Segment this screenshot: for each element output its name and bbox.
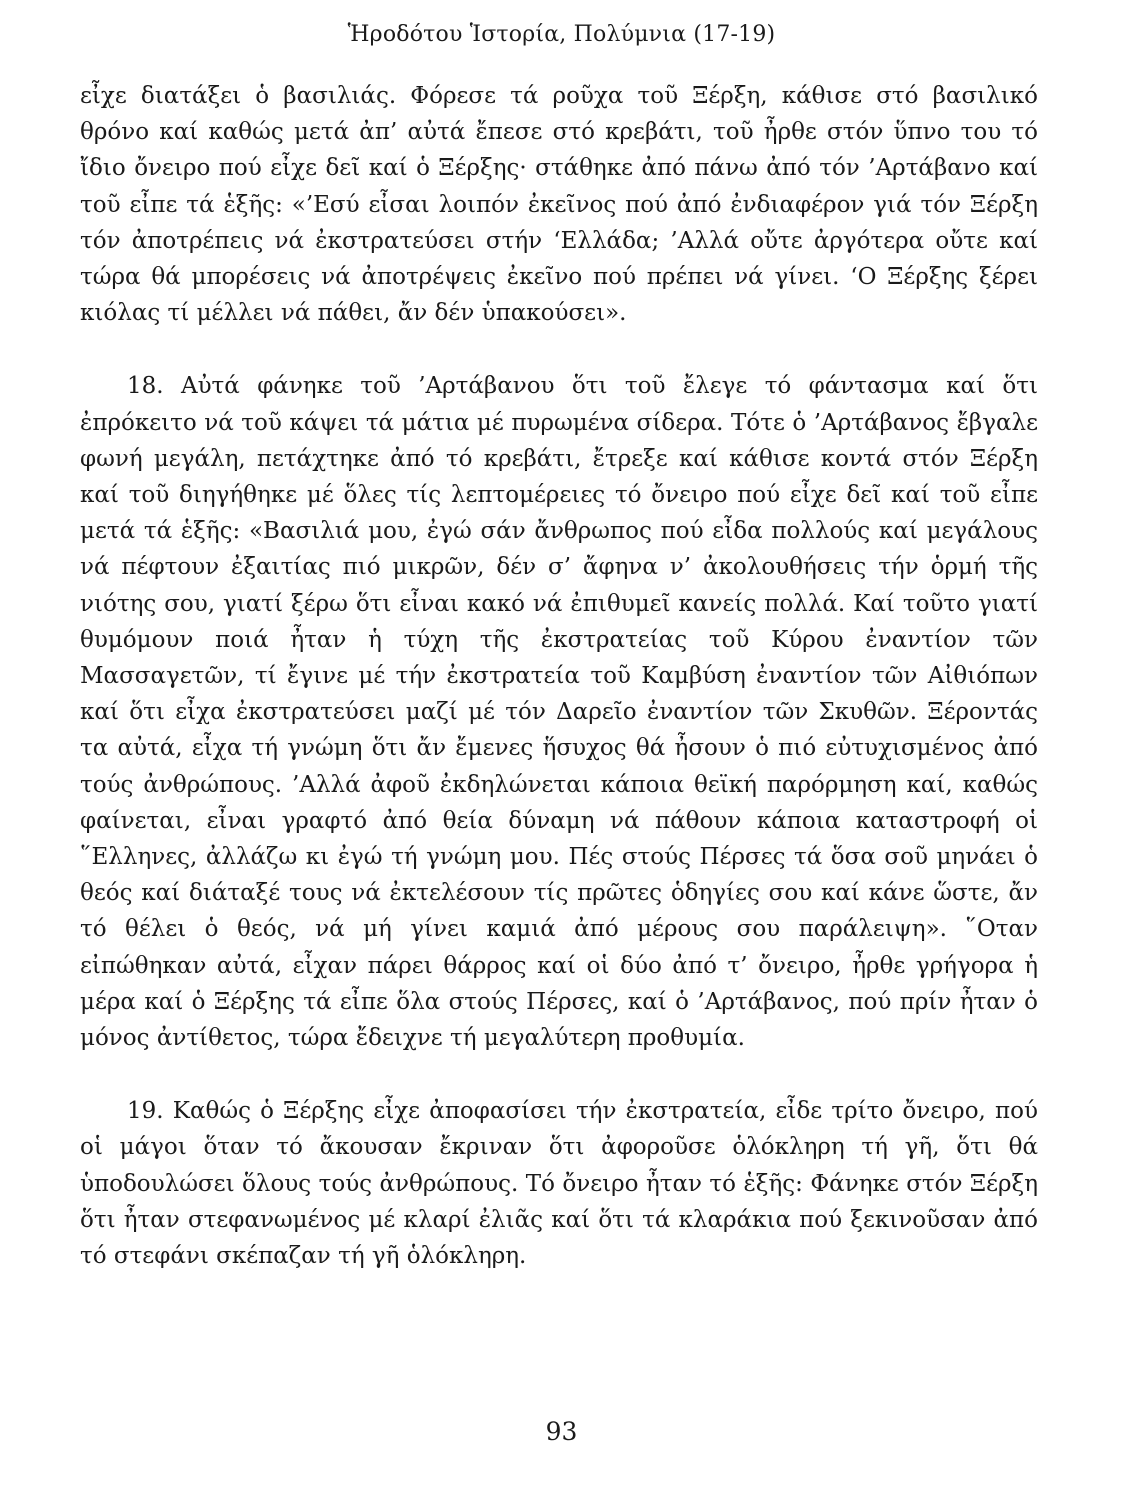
running-header: Ἡροδότου Ἱστορία, Πολύμνια (17-19) xyxy=(347,22,776,47)
page-number: 93 xyxy=(545,1417,578,1446)
paragraph-continuation: εἶχε διατάξει ὁ βασιλιάς. Φόρεσε τά ροῦχα τοῦ Ξέρξη, κάθισε στό βασιλικό θρόνο καί καθώς μετά ἀπ’ αὐτά ἔπεσε στό κρεβάτι, τοῦ ἦρθε στόν ὕπνο του τό ἴδιο ὄνειρο πού εἶχε δεῖ καί ὁ Ξέρξης· στάθηκε ἀπό πάνω ἀπό τόν ’Αρτάβανο καί τοῦ εἶπε τά ἑξῆς: «’Εσύ εἶσαι λοιπόν ἐκεῖνος πού ἀπό ἐνδιαφέρον γιά τόν Ξέρξη τόν ἀποτρέπεις νά ἐκστρατεύσει στήν ‘Ελλάδα; ’Αλλά οὔτε ἀργότερα οὔτε καί τώρα θά μπορέσεις νά ἀποτρέψεις ἐκεῖνο πού πρέπει νά γίνει. ‘Ο Ξέρξης ξέρει κιόλας τί μέλλει νά πάθει, ἄν δέν ὑπακούσει». xyxy=(80,83,1038,327)
paragraph-section-18: 18. Αὐτά φάνηκε τοῦ ’Αρτάβανου ὅτι τοῦ ἔλεγε τό φάντασμα καί ὅτι ἐπρόκειτο νά τοῦ κάψει τά μάτια μέ πυρωμένα σίδερα. Τότε ὁ ’Αρτάβανος ἔβγαλε φωνή μεγάλη, πετάχτηκε ἀπό τό κρεβάτι, ἔτρεξε καί κάθισε κοντά στόν Ξέρξη καί τοῦ διηγήθηκε μέ ὅλες τίς λεπτομέρειες τό ὄνειρο πού εἶχε δεῖ καί τοῦ εἶπε μετά τά ἑξῆς: «Βασιλιά μου, ἐγώ σάν ἄνθρωπος πού εἶδα πολλούς καί μεγάλους νά πέφτουν ἐξαιτίας πιό μικρῶν, δέν σ’ ἄφηνα ν’ ἀκολουθήσεις τήν ὁρμή τῆς νιότης σου, γιατί ξέρω ὅτι εἶναι κακό νά ἐπιθυμεῖ κανείς πολλά. Καί τοῦτο γιατί θυμόμουν ποιά ἦταν ἡ τύχη τῆς ἐκστρατείας τοῦ Κύρου ἐναντίον τῶν Μασσαγετῶν, τί ἔγινε μέ τήν ἐκστρατεία τοῦ Καμβύση ἐναντίον τῶν Αἰθιόπων καί ὅτι εἶχα ἐκστρατεύσει μαζί μέ τόν Δαρεῖο ἐναντίον τῶν Σκυθῶν. Ξέροντάς τα αὐτά, εἶχα τή γνώμη ὅτι ἄν ἔμενες ἥσυχος θά ἦσουν ὁ πιό εὐτυχισμένος ἀπό τούς ἀνθρώπους. ’Αλλά ἀφοῦ ἐκδηλώνεται κάποια θεϊκή παρόρμηση καί, καθώς φαίνεται, εἶναι γραφτό ἀπό θεία δύναμη νά πάθουν κάποια καταστροφή οἱ ῞Ελληνες, ἀλλάζω κι ἐγώ τή γνώμη μου. Πές στούς Πέρσες τά ὅσα σοῦ μηνάει ὁ θεός καί διάταξέ τους νά ἐκτελέσουν τίς πρῶτες ὁδηγίες σου καί κάνε ὥστε, ἄν τό θέλει ὁ θεός, νά μή γίνει καμιά ἀπό μέρους σου παράλειψη». ῞Οταν εἰπώθηκαν αὐτά, εἶχαν πάρει θάρρος καί οἱ δύο ἀπό τ’ ὄνειρο, ἦρθε γρήγορα ἡ μέρα καί ὁ Ξέρξης τά εἶπε ὅλα στούς Πέρσες, καί ὁ ’Αρτάβανος, πού πρίν ἦταν ὁ μόνος ἀντίθετος, τώρα ἔδειχνε τή μεγαλύτερη προθυμία. xyxy=(80,373,1038,1052)
body-text xyxy=(80,78,1038,1274)
paragraph-section-19: 19. Καθώς ὁ Ξέρξης εἶχε ἀποφασίσει τήν ἐκστρατεία, εἶδε τρίτο ὄνειρο, πού οἱ μάγοι ὅταν τό ἄκουσαν ἔκριναν ὅτι ἀφοροῦσε ὁλόκληρη τή γῆ, ὅτι θά ὑποδουλώσει ὅλους τούς ἀνθρώπους. Τό ὄνειρο ἦταν τό ἑξῆς: Φάνηκε στόν Ξέρξη ὅτι ἦταν στεφανωμένος μέ κλαρί ἐλιᾶς καί ὅτι τά κλαράκια πού ξεκινοῦσαν ἀπό τό στεφάνι σκέπαζαν τή γῆ ὁλόκληρη. xyxy=(80,1098,1038,1270)
